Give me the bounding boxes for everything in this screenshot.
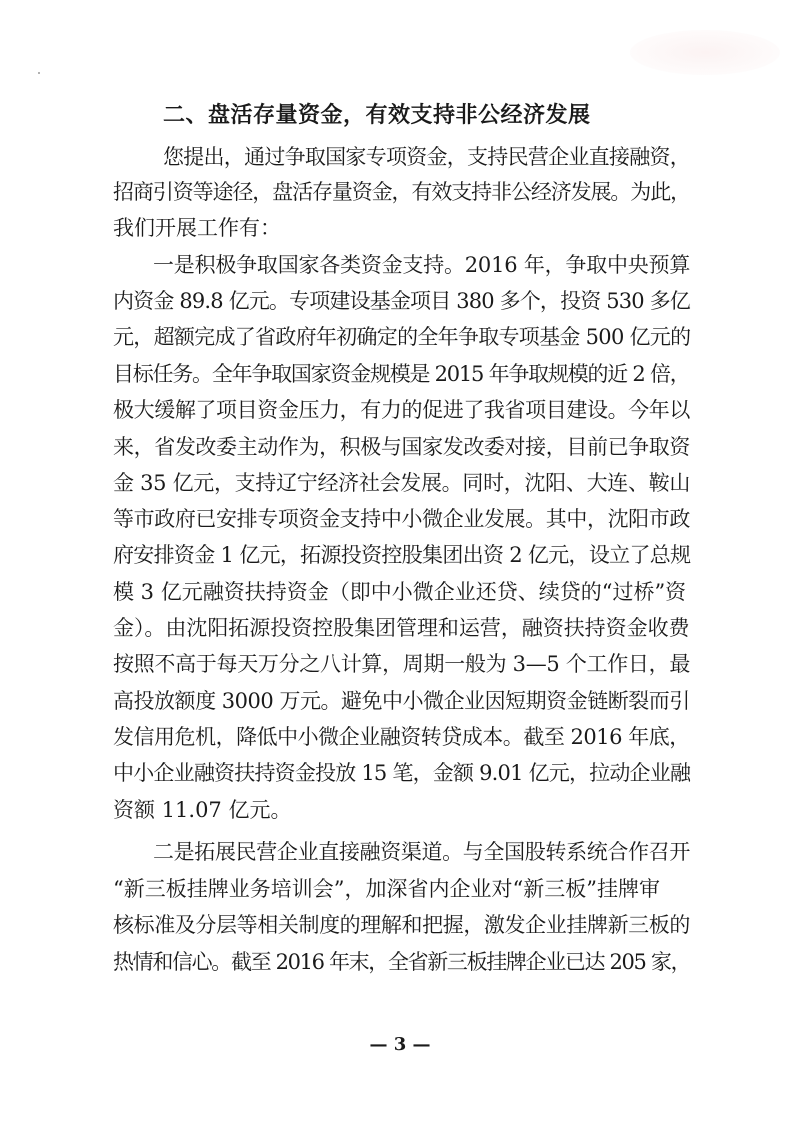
paper-stain xyxy=(630,30,780,75)
body-line: 金）。由沈阳拓源投资控股集团管理和运营，融资扶持资金收费 xyxy=(113,616,690,640)
body-line: 目标任务。全年争取国家资金规模是 2015 年争取规模的近 2 倍， xyxy=(113,362,690,386)
body-line: 中小企业融资扶持资金投放 15 笔，金额 9.01 亿元，拉动企业融 xyxy=(113,761,691,785)
body-line: 核标准及分层等相关制度的理解和把握，激发企业挂牌新三板的 xyxy=(113,913,690,937)
page-number: — 3 — xyxy=(369,1034,431,1055)
body-line: 元，超额完成了省政府年初确定的全年争取专项基金 500 亿元的 xyxy=(113,325,691,349)
body-line: 内资金 89.8 亿元。专项建设基金项目 380 多个，投资 530 多亿 xyxy=(113,289,690,313)
body-line: 您提出，通过争取国家专项资金，支持民营企业直接融资， xyxy=(163,145,690,169)
body-line: 金 35 亿元，支持辽宁经济社会发展。同时，沈阳、大连、鞍山 xyxy=(113,471,691,495)
body-line: 等市政府已安排专项资金支持中小微企业发展。其中，沈阳市政 xyxy=(113,507,690,531)
body-line: 来，省发改委主动作为，积极与国家发改委对接，目前已争取资 xyxy=(113,435,690,459)
body-line: 资额 11.07 亿元。 xyxy=(113,798,292,822)
body-line: 我们开展工作有： xyxy=(113,216,281,240)
body-line: 按照不高于每天万分之八计算，周期一般为 3—5 个工作日，最 xyxy=(113,652,691,676)
section-heading: 二、盘活存量资金，有效支持非公经济发展 xyxy=(163,103,591,128)
body-line: 极大缓解了项目资金压力，有力的促进了我省项目建设。今年以 xyxy=(113,398,690,422)
body-line: 模 3 亿元融资扶持资金（即中小微企业还贷、续贷的“过桥”资 xyxy=(113,580,687,604)
body-line: 高投放额度 3000 万元。避免中小微企业因短期资金链断裂而引 xyxy=(113,689,690,713)
body-line: 府安排资金 1 亿元，拓源投资控股集团出资 2 亿元，设立了总规 xyxy=(113,543,691,567)
body-line: 一是积极争取国家各类资金支持。2016 年，争取中央预算 xyxy=(153,253,691,277)
body-line: 招商引资等途径，盘活存量资金，有效支持非公经济发展。为此， xyxy=(113,180,690,204)
body-line: 热情和信心。截至 2016 年末，全省新三板挂牌企业已达 205 家， xyxy=(113,950,691,974)
paper-speck xyxy=(38,72,40,74)
body-line: 二是拓展民营企业直接融资渠道。与全国股转系统合作召开 xyxy=(153,840,690,864)
body-line: 发信用危机，降低中小微企业融资转贷成本。截至 2016 年底， xyxy=(113,725,690,749)
body-line: “新三板挂牌业务培训会”，加深省内企业对“新三板”挂牌审 xyxy=(113,877,660,901)
